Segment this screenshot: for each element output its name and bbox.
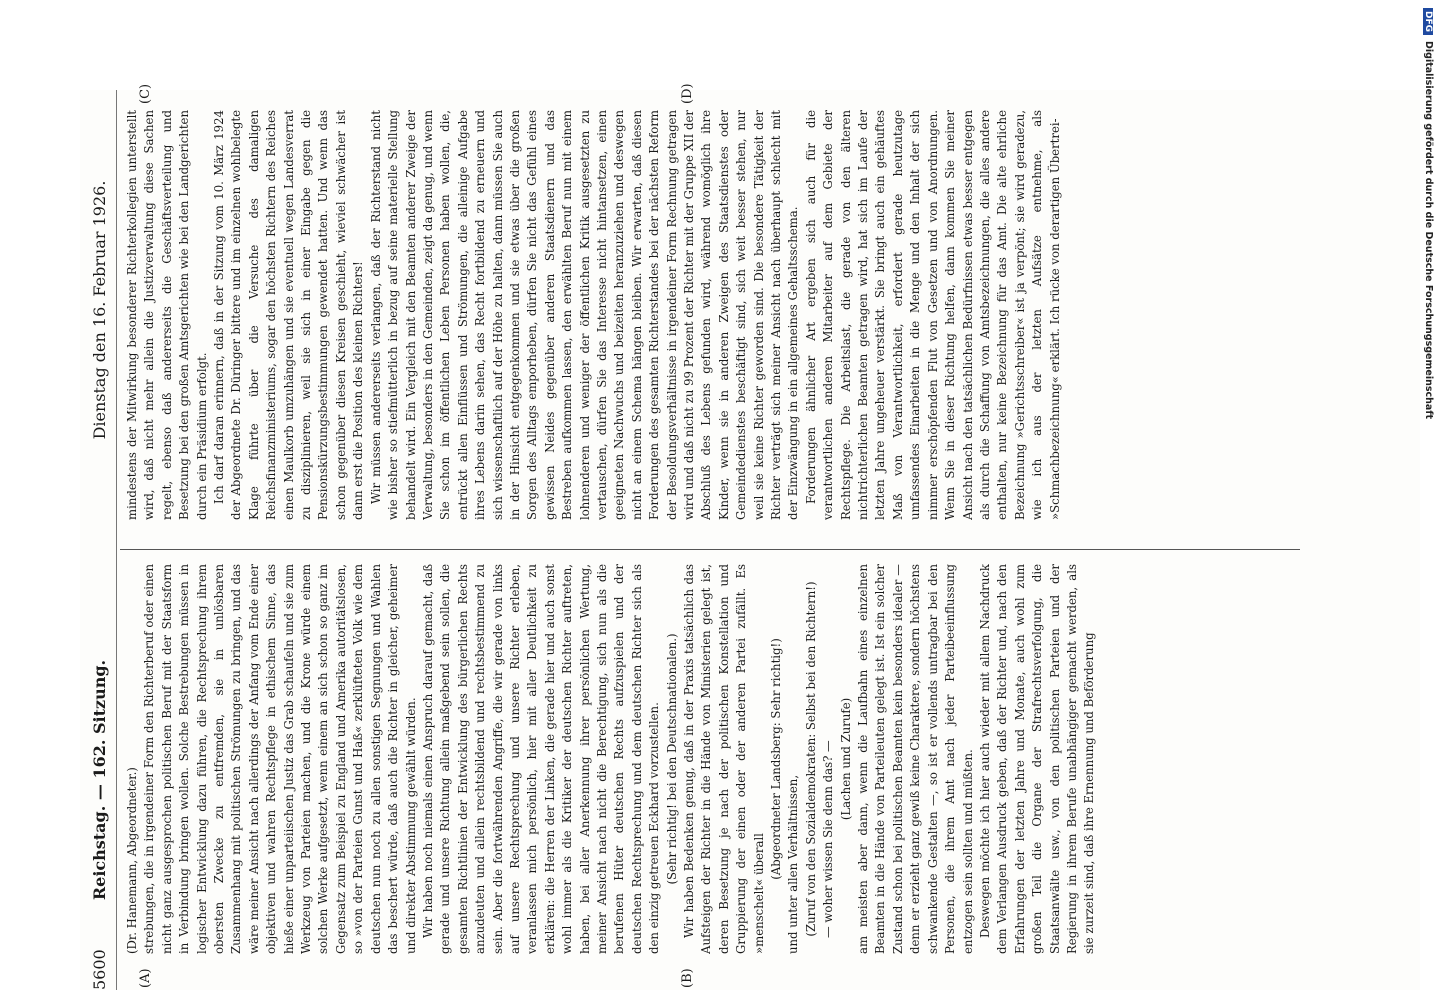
interjection: (Zuruf von den Sozialdemokraten: Selbst bei den Richtern!): [803, 581, 818, 937]
interjection: (Lachen und Zurufe): [838, 697, 853, 821]
column-divider: [120, 549, 1300, 550]
right-column: [124, 110, 1294, 520]
session-date: Dienstag den 16. Februar 1926.: [90, 180, 109, 440]
credit-label: Digitalisierung gefördert durch die Deutsche Forschungsgemeinschaft: [1423, 41, 1434, 419]
paragraph: Wir haben noch niemals einen Anspruch darauf gemacht, daß gerade und unsere Richtung allein maßgebend sein sollen, die gesamten Richtlinien der Entwicklung des bürgerlichen Rechts anzudeuten und allein rechtsbildend und rechtsbestimmend zu sein. Aber die fortwährenden Angriffe, die wir gerade von links auf unsere Rechtsprechung und unsere Richter erleben, veranlassen mich persönlich, hier mit aller Deutlichkeit zu erklären: die Herren der Linken, die gerade hier und auch sonst wohl immer als die Kritiker der deutschen Richter auftreten, haben, bei aller Anerkennung ihrer persönlichen Wertung, meiner Ansicht nach nicht die Berechtigung, sich nun als die berufenen Hüter deutschen Rechts aufzuspielen und der deutschen Rechtsprechung und dem deutschen Richter sich als den einzig getreuen Eckhard vorzustellen.: [420, 564, 662, 954]
document-page: [80, 83, 1420, 990]
paragraph: Forderungen ähnlicher Art ergeben sich auch für die verantwortlichen anderen Mitarbeiter auf dem Gebiete der Rechtspflege. Die Arbeitslast, die gerade von den älteren nichtrichterlichen Beamten getragen wird, hat sich im Laufe der letzten Jahre ungeheuer verstärkt. Sie bringt auch ein gehäuftes Maß von Verantwortlichkeit, erfordert gerade heutzutage umfassendes Einarbeiten in die Menge und den Inhalt der sich nimmer erschöpfenden Flut von Gesetzen und von Anordnungen. Wenn Sie in dieser Richtung helfen, dann kommen Sie meiner Ansicht nach den tatsächlichen Bedürfnissen etwas besser entgegen als durch die Schaffung von Amtsbezeichnungen, die alles andere enthalten, nur keine Bezeichnung für das Amt. Die alte ehrliche Bezeichnung »Gerichtsschreiber« ist ja verpönt; sie wird geradezu, wie ich aus der letzten Aufsätze entnehme, als »Schmachbezeichnung« erklärt. Ich rücke von derartigen Übertrei-: [803, 110, 1062, 520]
paragraph: Deswegen möchte ich hier auch wieder mit allem Nachdruck dem Verlangen Ausdruck geben, daß der Richter und, nach den Erfahrungen der letzten Jahre und Monate, auch wohl zum großen Teil die Organe der Strafrechtsverfolgung, die Staatsanwälte usw., von den politischen Parteien und der Regierung in ihrem Berufe unabhängiger gemacht werden, als sie zurzeit sind, daß ihre Ernennung und Beförderung: [977, 564, 1097, 954]
speaker-line: (Dr. Hanemann, Abgeordneter.): [125, 767, 139, 954]
paragraph: Wir müssen andererseits verlangen, daß der Richterstand nicht wie bisher so stiefmütterlich in bezug auf seine materielle Stellung behandelt wird. Ein Vergleich mit den Beamten anderer Zweige der Verwaltung, besonders in den Gemeinden, zeigt da genug, und wenn Sie schon im öffentlichen Leben Personen haben wollen, die, entrückt allen Einflüssen und Strömungen, die alleinige Aufgabe ihres Lebens darin sehen, das Recht fortbildend zu erneuern und sich wissenschaftlich auf der Höhe zu halten, dann müssen Sie auch in der Hinsicht entgegenkommen und sie etwas über die großen Sorgen des Alltags emporheben, dürfen Sie nicht das Gefühl eines gewissen Neides gegenüber anderen Staatsdienern und das Bestreben aufkommen lassen, den erwählten Beruf nun mit einem lohnenderen und weniger der öffentlichen Kritik ausgesetzten zu vertauschen, dürfen Sie das Interesse nicht hintansetzen, einen geeigneten Nachwuchs und beizeiten heranzuziehen und deswegen nicht an einem Schema hängen bleiben. Wir erwarten, daß diesen Forderungen des gesamten Richterstandes bei der nächsten Reform der Besoldungsverhältnisse in irgendeiner Form Rechnung getragen wird und daß nicht zu 99 Prozent der Richter mit der Gruppe XII der Abschluß des Lebens gefunden wird, während womöglich ihre Kinder, wenn sie in anderen Zweigen des Staatsdienstes oder Gemeindedienstes beschäftigt sind, sich weit besser stehen, nur weil sie keine Richter geworden sind. Die besondere Tätigkeit der Richter verträgt sich meiner Ansicht nach überhaupt schlecht mit der Einzwängung in ein allgemeines Gehaltsschema.: [368, 110, 801, 520]
paragraph: am meisten aber dann, wenn die Laufbahn eines einzelnen Beamten in die Hände von Parteileuten gelegt ist. Ist ein solcher Zustand schon bei politischen Beamten kein besonders idealer — denn er erzieht ganz gewiß keine Charaktere, sondern höchstens schwankende Gestalten —, so ist er vollends untragbar bei den Personen, die ihrem Amt nach jeder Parteibeeinflussung entzogen sein sollten und müßten.: [856, 564, 975, 954]
left-column: [124, 564, 1294, 954]
dfg-logo: DFG: [1423, 8, 1433, 35]
paragraph: Ich darf daran erinnern, daß in der Sitzung vom 10. März 1924 der Abgeordnete Dr. Düringer bittere und im einzelnen wohlbelegte Klage führte über die Versuche des damaligen Reichsfinanzministeriums, sogar den höchsten Richtern des Reiches einen Maulkorb umzuhängen und sie eventuell wegen Landesverrat zu disziplinieren, weil sie sich in einer Eingabe gegen die Pensionskürzungsbestimmungen gewendet hatten. Und wenn das schon gegenüber diesen Kreisen geschieht, wieviel schwächer ist dann erst die Position des kleinen Richters!: [212, 110, 366, 520]
paragraph: strebungen, die in irgendeiner Form den Richterberuf oder einen nicht ganz ausgesprochen politischen Beruf mit der Staatsform in Verbindung bringen wollen. Solche Bestrebungen müssen in logischer Entwicklung dazu führen, die Rechtsprechung ihrem obersten Zwecke zu entfremden, sie in unlösbaren Zusammenhang mit politischen Strömungen zu bringen, und das wäre meiner Ansicht nach allerdings der Anfang vom Ende einer objektiven und wahren Rechtspflege in ethischem Sinne, das hieße einer unparteiischen Justiz das Grab schaufeln und sie zum Werkzeug von Parteien machen, und die Krone würde einem solchen Werke aufgesetzt, wenn einem an sich schon so ganz im Gegensatz zum Beispiel zu England und Amerika autoritätslosen, so »von der Parteien Gunst und Haß« zerklüfteten Volk wie dem deutschen nun noch zu allen sonstigen Segnungen und Wahlen das beschert würde, daß auch die Richter in gleicher, geheimer und direkter Abstimmung gewählt würden.: [142, 564, 418, 954]
credit-text-rotated: [1416, 8, 1434, 998]
margin-marker-d: (D): [680, 83, 695, 104]
paragraph: und unter allen Verhältnissen,: [786, 774, 801, 954]
digitization-credit: [1416, 8, 1434, 998]
interjection: (Abgeordneter Landsberg: Sehr richtig!): [769, 638, 784, 880]
margin-marker-a: (A): [138, 968, 153, 988]
page-number: 5600: [90, 949, 109, 990]
paragraph: Wir haben Bedenken genug, daß in der Praxis tatsächlich das Aufsteigen der Richter in die Hände von Ministerien gelegt ist, deren Besetzung je nach der politischen Konstellation und Gruppierung der einen oder der anderen Partei zufällt. Es »menschelt« überall: [682, 564, 766, 954]
margin-marker-c: (C): [138, 83, 153, 104]
page-content-rotated: [80, 83, 1310, 990]
interjection: (Sehr richtig! bei den Deutschnationalen.): [664, 633, 679, 885]
margin-marker-b: (B): [680, 968, 695, 988]
paragraph: — woher wissen Sie denn das? —: [821, 740, 836, 938]
header-rule: [116, 90, 117, 990]
session-title: Reichstag. — 162. Sitzung.: [90, 659, 109, 901]
paragraph: mindestens der Mitwirkung besonderer Richterkollegien unterstellt wird, daß nicht mehr allein die Justizverwaltung diese Sachen regelt, ebenso daß andererseits die Geschäftsverteilung und Besetzung bei den großen Amtsgerichten wie bei den Landgerichten durch ein Präsidium erfolgt.: [125, 110, 209, 520]
